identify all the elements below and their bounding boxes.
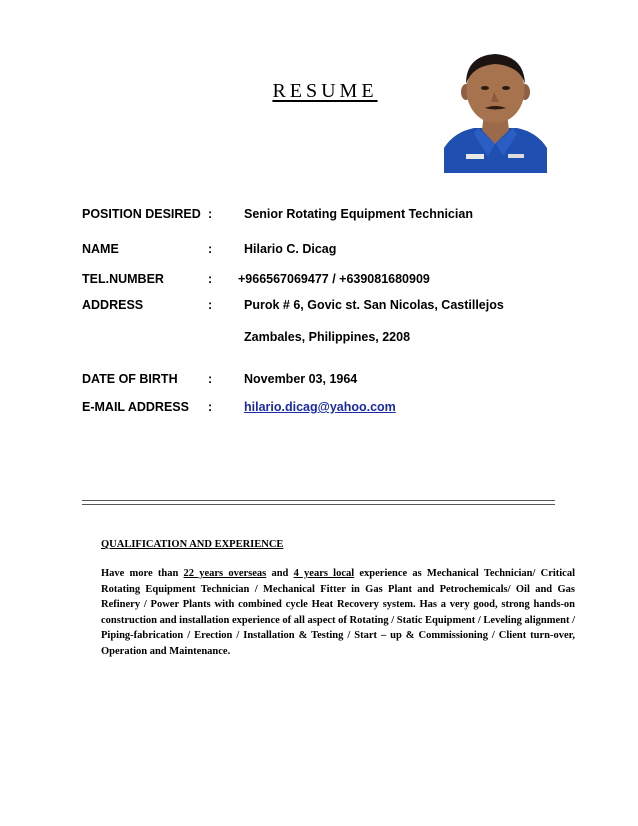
position-value: Senior Rotating Equipment Technician <box>244 207 473 221</box>
email-link[interactable]: hilario.dicag@yahoo.com <box>244 400 396 414</box>
qualification-text-2: and <box>266 568 294 579</box>
email-colon: : <box>208 400 213 414</box>
position-label: POSITION DESIRED <box>82 207 201 221</box>
address-value-line1: Purok # 6, Govic st. San Nicolas, Castillejos <box>244 298 504 312</box>
name-value: Hilario C. Dicag <box>244 242 337 256</box>
address-colon: : <box>208 298 213 312</box>
profile-photo <box>444 48 547 173</box>
tel-value: +966567069477 / +639081680909 <box>238 272 430 286</box>
address-value-line2: Zambales, Philippines, 2208 <box>244 330 411 344</box>
divider-bottom <box>82 504 555 505</box>
divider-top <box>82 500 555 501</box>
tel-colon: : <box>208 272 213 286</box>
portrait-image <box>444 48 547 173</box>
qualification-text-1: Have more than <box>101 568 184 579</box>
local-years: 4 years local <box>293 568 355 579</box>
tel-label: TEL.NUMBER <box>82 272 164 286</box>
overseas-years: 22 years overseas <box>183 568 267 579</box>
resume-title: RESUME <box>272 80 378 102</box>
name-label: NAME <box>82 242 119 256</box>
position-colon: : <box>208 207 213 221</box>
name-colon: : <box>208 242 213 256</box>
dob-colon: : <box>208 372 213 386</box>
email-label: E-MAIL ADDRESS <box>82 400 189 414</box>
qualification-text-3: experience as Mechanical Technician/ Critical Rotating Equipment Technician / Mechanical Fitter in Gas Plant and Petrochemicals/ Oil and Gas Refinery / Power Plants with combined cycle Heat Recovery system. Has a very good, strong hands-on construction and installation experience of all aspect of Rotating / Static Equipment / Leveling alignment / Piping-fabrication / Erection / Installation & Testing / Start – up & Commissioning / Client turn-over, Operation and Maintenance. <box>101 568 576 657</box>
address-label: ADDRESS <box>82 298 144 312</box>
dob-value: November 03, 1964 <box>244 372 358 386</box>
qualification-text <box>101 566 575 659</box>
qualification-heading: QUALIFICATION AND EXPERIENCE <box>101 539 284 550</box>
dob-label: DATE OF BIRTH <box>82 372 178 386</box>
